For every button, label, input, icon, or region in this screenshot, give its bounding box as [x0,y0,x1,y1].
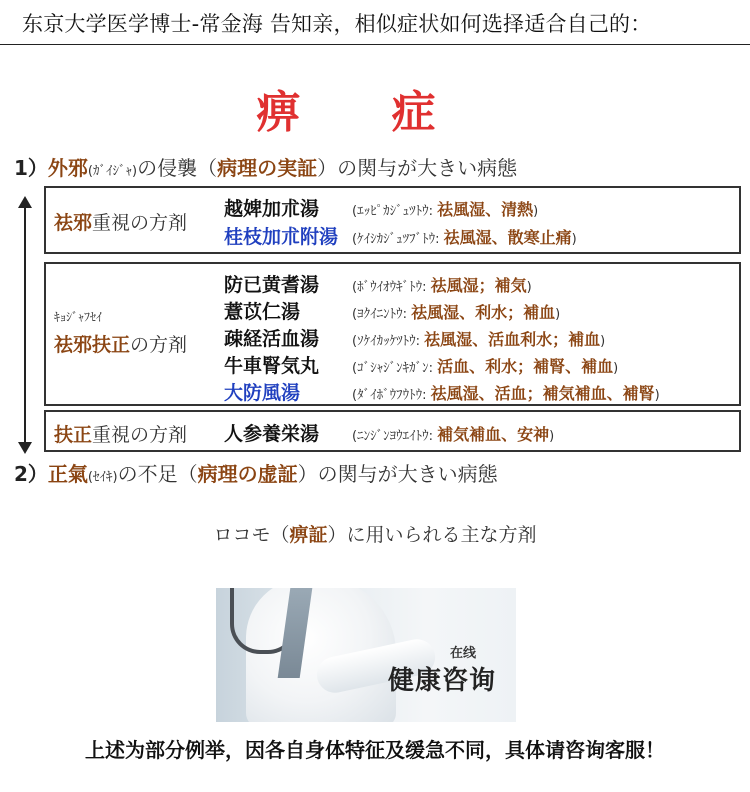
formula-close: ) [549,429,555,444]
line-excess-term: 外邪 [47,156,88,180]
formula-close: ) [613,361,619,376]
category-rest: の方剤 [130,334,188,356]
line-deficiency-keyword: 病理の虚証 [197,462,298,486]
line-excess [14,152,517,181]
group-category [54,208,187,235]
formula-row [224,194,538,221]
formula-row [224,378,660,405]
banner-online-label: 在线 [450,646,477,661]
group-expel-pathogen [44,186,741,254]
formula-name: 疎経活血湯 [224,328,320,350]
header-text: 东京大学医学博士-常金海 告知亲，相似症状如何选择适合自己的： [22,12,652,36]
formula-close: ) [654,388,660,403]
group-category [54,420,187,447]
formula-detail [352,303,561,322]
line-deficiency-number: 2） [14,462,48,486]
line-excess-text2: ）の関与が大きい病態 [317,156,518,180]
arrow-down-icon [18,442,32,454]
line-excess-keyword: 病理の実証 [217,156,318,180]
formula-reading: (ﾖｸｲﾆﾝﾄｳ: [352,307,412,322]
formula-row [224,270,532,297]
category-rest: 重視の方剤 [92,212,188,234]
formula-name: 大防風湯 [224,382,301,404]
formula-detail [352,200,539,219]
formula-reading: (ﾆﾝｼﾞﾝﾖｳｴｲﾄｳ: [352,429,438,444]
formula-detail [352,228,577,247]
line-excess-number: 1） [14,156,48,180]
formula-detail [352,276,532,295]
formula-detail [352,357,619,376]
formula-effect: 補気補血、安神 [437,425,550,444]
caption-post: ）に用いられる主な方剤 [327,524,537,546]
formula-name: 牛車腎気丸 [224,355,320,377]
formula-row [224,419,554,446]
formula-row [224,351,618,378]
line-deficiency [14,458,498,487]
line-deficiency-term: 正氣 [47,462,88,486]
formula-close: ) [571,232,577,247]
caption-pre: ロコモ（ [213,524,290,546]
formula-reading: (ﾎﾞｳｲｵｳｷﾞﾄｳ: [352,280,431,295]
formula-reading: (ｹｲｼｶｼﾞｭﾂﾌﾞﾄｳ: [352,232,444,247]
formula-name: 薏苡仁湯 [224,301,301,323]
formula-reading: (ｿｹｲｶｯｹﾂﾄｳ: [352,334,425,349]
category-keyword: 祛邪 [54,212,93,234]
line-deficiency-text1: の不足（ [117,462,198,486]
formula-detail [352,425,555,444]
footer-note: 上述为部分例举，因各自身体特征及缓急不同，具体请咨询客服！ [85,738,665,762]
line-excess-reading: (ｶﾞｲｼﾞｬ) [87,164,138,179]
formula-close: ) [555,307,561,322]
formula-effect: 祛風湿、清熱 [437,200,534,219]
category-rest: 重視の方剤 [92,424,188,446]
group-expel-and-support [44,262,741,406]
formula-effect: 祛風湿、利水；補血 [411,303,556,322]
formula-name: 越婢加朮湯 [224,198,320,220]
arrow-shaft [24,206,26,444]
formula-close: ) [533,204,539,219]
double-arrow-icon [18,196,32,454]
health-consult-banner[interactable] [216,588,516,722]
formula-reading: (ｺﾞｼｬｼﾞﾝｷｶﾞﾝ: [352,361,438,376]
formula-row [224,324,605,351]
formula-effect: 祛風湿；補気 [430,276,527,295]
line-deficiency-reading: (ｾｲｷ) [87,470,118,485]
caption-keyword: 痹証 [289,524,328,546]
formula-reading: (ﾀﾞｲﾎﾞｳﾌｳﾄｳ: [352,388,431,403]
formula-effect: 祛風湿、活血；補気補血、補腎 [430,384,655,403]
header-bar [0,0,750,45]
formula-reading: (ｴｯﾋﾟｶｼﾞｭﾂﾄｳ: [352,204,438,219]
formula-detail [352,330,606,349]
formula-row [224,222,577,249]
formula-effect: 祛風湿、散寒止痛 [443,228,572,247]
formula-name: 防已黄耆湯 [224,274,320,296]
line-excess-text1: の侵襲（ [137,156,218,180]
category-reading: ｷｮｼﾞｬﾌｾｲ [54,310,103,324]
page-title: 痹 症 [256,87,474,138]
formula-close: ) [526,280,532,295]
banner-consult-label: 健康咨询 [388,666,497,696]
line-deficiency-text2: ）の関与が大きい病態 [297,462,498,486]
formula-row [224,297,560,324]
group-support-vital [44,410,741,452]
formula-effect: 活血、利水；補腎、補血 [437,357,614,376]
category-keyword: 祛邪扶正 [54,334,131,356]
formula-detail [352,384,660,403]
formula-name: 人参養栄湯 [224,423,320,445]
formula-effect: 祛風湿、活血利水；補血 [424,330,601,349]
formula-name: 桂枝加朮附湯 [224,226,339,248]
category-keyword: 扶正 [54,424,93,446]
figure-caption [0,520,750,547]
formula-close: ) [600,334,606,349]
group-category [54,330,187,357]
